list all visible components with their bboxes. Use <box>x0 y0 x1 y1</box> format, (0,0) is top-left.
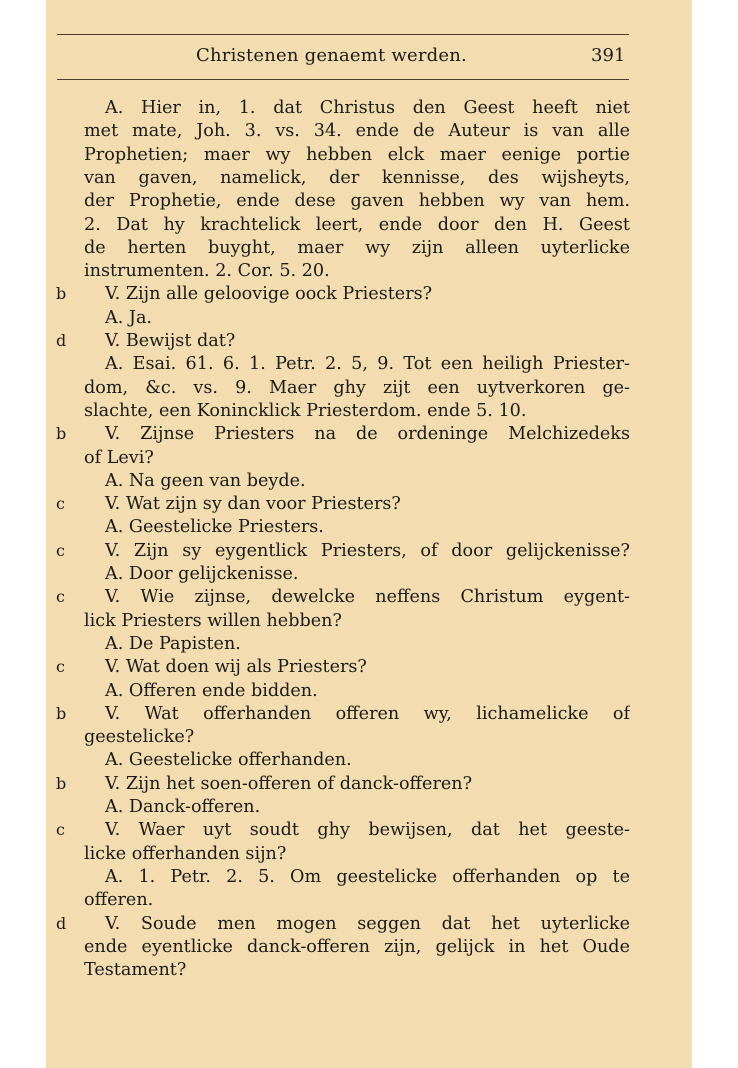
text-line: A. Ja. <box>105 308 153 328</box>
margin-marker: c <box>56 541 65 560</box>
margin-marker: b <box>56 774 67 793</box>
text-line: de herten buyght, maer wy zijn alleen uyterlicke <box>84 238 630 258</box>
text-line: A. Na geen van beyde. <box>105 471 306 491</box>
text-line: A. Geestelicke Priesters. <box>105 517 324 537</box>
text-line: A. 1. Petr. 2. 5. Om geestelicke offerhanden op te <box>105 867 630 887</box>
text-line: of Levi? <box>84 448 154 468</box>
margin-marker: b <box>56 424 67 443</box>
text-line: van gaven, namelick, der kennisse, des wijsheyts, <box>84 168 630 188</box>
header-rule-bottom <box>57 79 629 80</box>
text-line: V. Wie zijnse, dewelcke neffens Christum eygent- <box>105 587 630 607</box>
text-line: V. Zijn het soen-offeren of danck-offeren? <box>105 774 473 794</box>
text-line: V. Waer uyt soudt ghy bewijsen, dat het geeste- <box>105 820 630 840</box>
margin-marker: c <box>56 657 65 676</box>
text-line: V. Zijnse Priesters na de ordeninge Melchizedeks <box>105 424 630 444</box>
text-line: licke offerhanden sijn? <box>84 844 287 864</box>
page-number: 391 <box>591 45 626 66</box>
text-line: V. Bewijst dat? <box>105 331 236 351</box>
margin-marker: d <box>56 331 67 350</box>
margin-marker: c <box>56 494 65 513</box>
text-line: offeren. <box>84 890 154 910</box>
margin-marker: b <box>56 704 67 723</box>
text-line: der Prophetie, ende dese gaven hebben wy van hem. <box>84 191 630 211</box>
margin-marker: b <box>56 284 67 303</box>
margin-marker: c <box>56 820 65 839</box>
text-line: V. Wat zijn sy dan voor Priesters? <box>105 494 401 514</box>
text-line: V. Zijn alle geloovige oock Priesters? <box>105 284 433 304</box>
text-line: Testament? <box>84 960 187 980</box>
text-line: instrumenten. 2. Cor. 5. 20. <box>84 261 330 281</box>
running-header-title: Christenen genaemt werden. <box>196 45 467 66</box>
header-rule-top <box>57 34 629 35</box>
text-line: A. De Papisten. <box>105 634 241 654</box>
text-line: met mate, Joh. 3. vs. 34. ende de Auteur is van alle <box>84 121 630 141</box>
text-line: A. Door gelijckenisse. <box>105 564 299 584</box>
text-line: geestelicke? <box>84 727 195 747</box>
margin-marker: d <box>56 914 67 933</box>
text-line: A. Esai. 61. 6. 1. Petr. 2. 5, 9. Tot een heiligh Priester- <box>105 354 630 374</box>
text-line: Prophetien; maer wy hebben elck maer eenige portie <box>84 145 630 165</box>
text-line: V. Wat offerhanden offeren wy, lichamelicke of <box>105 704 630 724</box>
text-line: A. Geestelicke offerhanden. <box>105 750 352 770</box>
margin-marker: c <box>56 587 65 606</box>
text-line: A. Hier in, 1. dat Christus den Geest heeft niet <box>105 98 630 118</box>
text-line: A. Danck-offeren. <box>105 797 261 817</box>
text-line: ende eyentlicke danck-offeren zijn, gelijck in het Oude <box>84 937 630 957</box>
text-line: dom, &c. vs. 9. Maer ghy zijt een uytverkoren ge- <box>84 378 630 398</box>
text-line: V. Soude men mogen seggen dat het uyterlicke <box>105 914 630 934</box>
text-line: 2. Dat hy krachtelick leert, ende door den H. Geest <box>84 215 630 235</box>
text-line: A. Offeren ende bidden. <box>105 681 318 701</box>
text-line: slachte, een Konincklick Priesterdom. ende 5. 10. <box>84 401 527 421</box>
text-line: V. Wat doen wij als Priesters? <box>105 657 367 677</box>
text-line: V. Zijn sy eygentlick Priesters, of door gelijckenisse? <box>105 541 630 561</box>
text-line: lick Priesters willen hebben? <box>84 611 342 631</box>
